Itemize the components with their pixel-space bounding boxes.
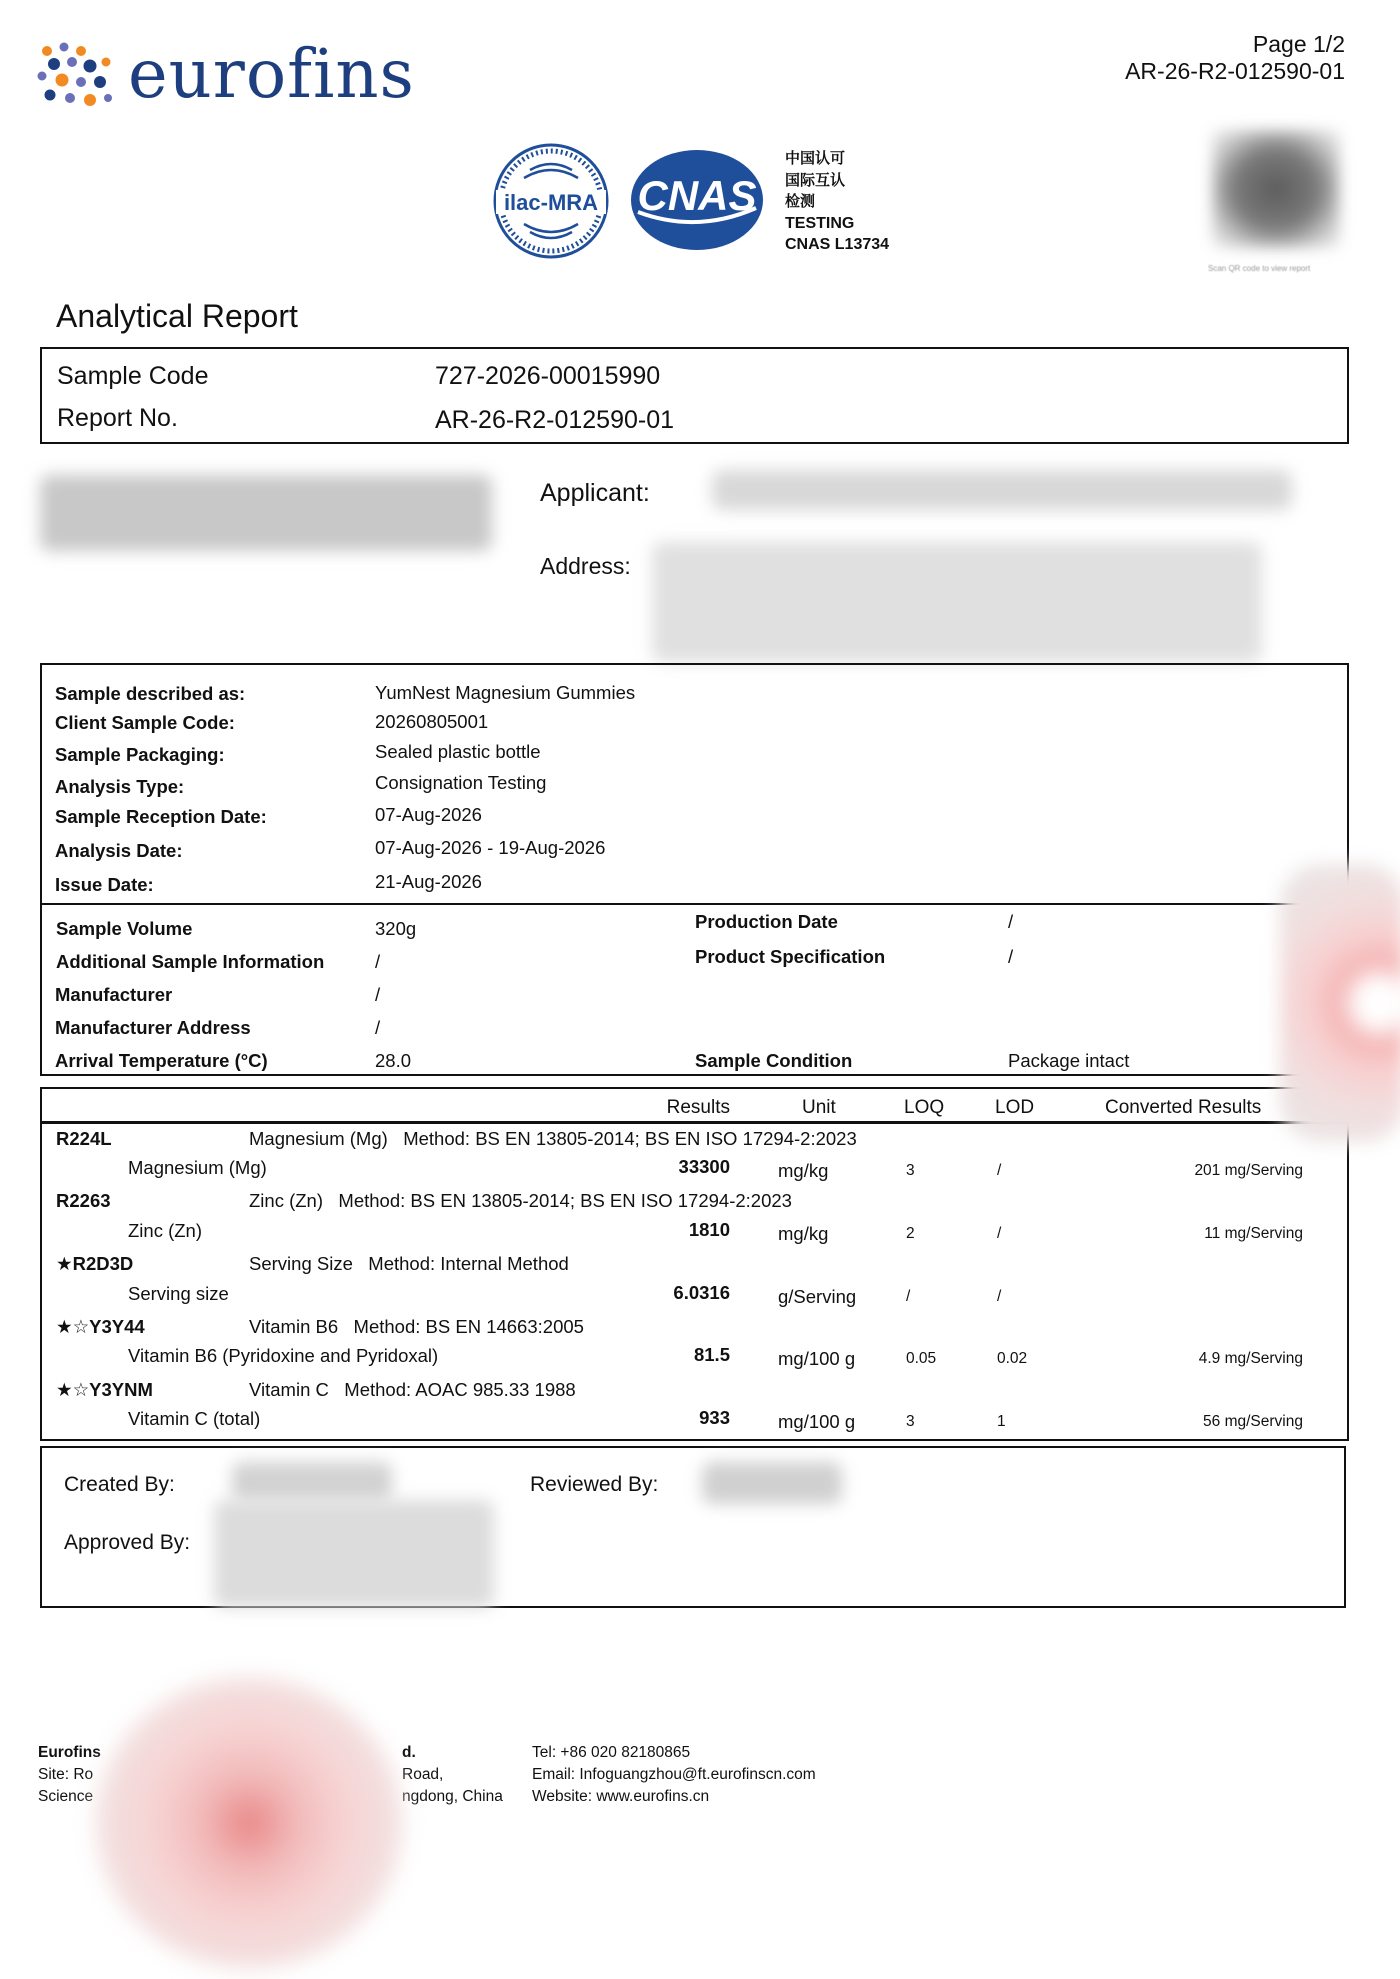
sample-packaging-value: Sealed plastic bottle xyxy=(375,741,541,762)
results-header-rule xyxy=(42,1121,1347,1124)
manufacturer-label: Manufacturer xyxy=(55,984,173,1005)
results-header: Results xyxy=(666,1097,730,1118)
qr-code-image xyxy=(1212,130,1340,248)
row-lod: / xyxy=(997,1288,1002,1305)
footer-site: Site: Ro xyxy=(38,1766,94,1783)
redacted-created-by xyxy=(232,1462,392,1502)
loq-header: LOQ xyxy=(904,1097,945,1118)
sample-code-box xyxy=(40,347,1349,444)
redacted-reviewed-by xyxy=(702,1462,842,1504)
qr-caption: Scan QR code to view report xyxy=(1208,264,1311,273)
row-method: Method: Internal Method xyxy=(368,1253,569,1274)
row-unit: mg/100 g xyxy=(778,1348,856,1369)
accreditation-testing: TESTING xyxy=(785,214,855,232)
production-date-value: / xyxy=(1008,911,1014,932)
cnas-logo-icon xyxy=(628,148,766,252)
additional-info-value: / xyxy=(375,951,381,972)
row-test: Serving Size xyxy=(249,1253,353,1274)
ilac-seal-text: ilac-MRA xyxy=(503,190,599,215)
footer-road-tail: Road, xyxy=(402,1766,444,1783)
row-analyte: Serving size xyxy=(128,1283,229,1304)
cnas-logo-text: CNAS xyxy=(637,172,757,219)
footer-province-tail: ngdong, China xyxy=(402,1788,503,1805)
arrival-temperature-label: Arrival Temperature (°C) xyxy=(55,1050,268,1071)
arrival-temperature-value: 28.0 xyxy=(375,1050,412,1071)
sample-described-value: YumNest Magnesium Gummies xyxy=(375,682,636,703)
sample-volume-value: 320g xyxy=(375,918,417,939)
report-no-label: Report No. xyxy=(57,404,178,432)
redacted-applicant-block xyxy=(40,475,492,551)
additional-info-label: Additional Sample Information xyxy=(56,951,325,972)
accreditation-cnas-number: CNAS L13734 xyxy=(785,236,890,253)
manufacturer-address-value: / xyxy=(375,1017,381,1038)
reception-date-label: Sample Reception Date: xyxy=(55,806,267,827)
analysis-date-label: Analysis Date: xyxy=(55,840,183,861)
client-sample-code-label: Client Sample Code: xyxy=(55,712,235,733)
qr-code[interactable] xyxy=(1198,112,1374,274)
row-test-method xyxy=(249,1128,857,1150)
row-method: Method: BS EN 13805-2014; BS EN ISO 17294-2:2023 xyxy=(338,1190,792,1211)
converted-results-header: Converted Results xyxy=(1105,1097,1262,1118)
row-loq: 2 xyxy=(906,1225,915,1242)
row-converted: 11 mg/Serving xyxy=(1204,1225,1303,1242)
unit-header: Unit xyxy=(802,1097,836,1118)
report-title: Analytical Report xyxy=(56,298,298,334)
sample-described-label: Sample described as: xyxy=(55,683,246,704)
row-test-method xyxy=(249,1379,576,1401)
row-lod: / xyxy=(997,1225,1002,1242)
manufacturer-value: / xyxy=(375,984,381,1005)
redacted-applicant-address xyxy=(652,542,1262,662)
accreditation-cn-line-2: 国际互认 xyxy=(785,170,846,189)
row-code: ★☆Y3Y44 xyxy=(56,1316,145,1337)
sample-condition-label: Sample Condition xyxy=(695,1050,853,1071)
row-result: 6.0316 xyxy=(673,1282,730,1303)
row-analyte: Vitamin B6 (Pyridoxine and Pyridoxal) xyxy=(128,1345,439,1366)
row-unit: g/Serving xyxy=(778,1286,857,1307)
row-method: Method: BS EN 13805-2014; BS EN ISO 17294-2:2023 xyxy=(403,1128,857,1149)
sample-code-value: 727-2026-00015990 xyxy=(435,362,661,390)
row-loq: / xyxy=(906,1288,911,1305)
accreditation-text xyxy=(785,148,889,256)
row-code: ★☆Y3YNM xyxy=(56,1379,153,1400)
accreditation-cn-line-1: 中国认可 xyxy=(785,149,846,167)
row-test: Zinc (Zn) xyxy=(249,1190,323,1211)
row-code: ★R2D3D xyxy=(56,1253,134,1274)
manufacturer-address-label: Manufacturer Address xyxy=(55,1017,251,1038)
footer-science: Science xyxy=(38,1788,94,1805)
report-no-value: AR-26-R2-012590-01 xyxy=(435,406,675,434)
row-test: Vitamin B6 xyxy=(249,1316,339,1337)
sample-info-divider xyxy=(42,903,1347,905)
issue-date-label: Issue Date: xyxy=(55,874,154,895)
row-analyte: Vitamin C (total) xyxy=(128,1408,261,1429)
sample-code-label: Sample Code xyxy=(57,362,209,390)
row-test: Magnesium (Mg) xyxy=(249,1128,388,1149)
results-table xyxy=(40,1087,1349,1441)
signature-box xyxy=(40,1446,1346,1608)
row-result: 1810 xyxy=(688,1219,730,1240)
row-result: 33300 xyxy=(678,1156,730,1177)
client-sample-code-value: 20260805001 xyxy=(375,711,489,732)
row-lod: 0.02 xyxy=(997,1350,1028,1367)
accreditation-cn-line-3: 检测 xyxy=(785,192,816,210)
issue-date-value: 21-Aug-2026 xyxy=(375,871,482,892)
row-lod: / xyxy=(997,1162,1002,1179)
footer-company-tail: d. xyxy=(402,1744,416,1761)
eurofins-logo-text: eurofins xyxy=(128,35,415,113)
header-report-number: AR-26-R2-012590-01 xyxy=(1125,58,1345,84)
row-test-method xyxy=(249,1253,569,1275)
product-specification-value: / xyxy=(1008,946,1014,967)
row-result: 81.5 xyxy=(693,1344,730,1365)
row-method: Method: AOAC 985.33 1988 xyxy=(344,1379,576,1400)
address-label: Address: xyxy=(540,553,631,579)
analysis-type-value: Consignation Testing xyxy=(375,772,547,793)
red-company-stamp xyxy=(96,1678,402,1968)
sample-info-box xyxy=(40,663,1349,1076)
sample-packaging-label: Sample Packaging: xyxy=(55,744,225,765)
product-specification-label: Product Specification xyxy=(695,946,886,967)
row-test: Vitamin C xyxy=(249,1379,329,1400)
row-unit: mg/kg xyxy=(778,1223,829,1244)
reception-date-value: 07-Aug-2026 xyxy=(375,804,482,825)
footer-company: Eurofins xyxy=(38,1744,101,1761)
eurofins-logo-icon xyxy=(36,40,116,112)
created-by-label: Created By: xyxy=(64,1473,175,1496)
lod-header: LOD xyxy=(995,1097,1035,1118)
row-lod: 1 xyxy=(997,1413,1006,1430)
row-converted: 56 mg/Serving xyxy=(1203,1413,1303,1430)
row-unit: mg/100 g xyxy=(778,1411,856,1432)
red-stamp-edge xyxy=(1280,864,1400,1142)
row-method: Method: BS EN 14663:2005 xyxy=(353,1316,584,1337)
row-analyte: Zinc (Zn) xyxy=(128,1220,202,1241)
row-result: 933 xyxy=(699,1407,730,1428)
applicant-label: Applicant: xyxy=(540,479,650,507)
analysis-type-label: Analysis Type: xyxy=(55,776,185,797)
row-converted: 4.9 mg/Serving xyxy=(1198,1350,1303,1367)
row-loq: 3 xyxy=(906,1162,915,1179)
row-code: R2263 xyxy=(56,1190,111,1211)
row-unit: mg/kg xyxy=(778,1160,829,1181)
page-number: Page 1/2 xyxy=(1252,31,1345,57)
production-date-label: Production Date xyxy=(695,911,838,932)
row-test-method xyxy=(249,1190,792,1212)
sample-condition-value: Package intact xyxy=(1008,1050,1130,1071)
redacted-approved-by xyxy=(214,1500,494,1608)
row-loq: 0.05 xyxy=(906,1350,937,1367)
row-loq: 3 xyxy=(906,1413,915,1430)
footer-website[interactable]: Website: www.eurofins.cn xyxy=(532,1788,710,1805)
row-test-method xyxy=(249,1316,584,1338)
row-analyte: Magnesium (Mg) xyxy=(128,1157,267,1178)
sample-volume-label: Sample Volume xyxy=(56,918,193,939)
redacted-applicant-name xyxy=(712,470,1292,510)
reviewed-by-label: Reviewed By: xyxy=(530,1473,659,1496)
footer-tel: Tel: +86 020 82180865 xyxy=(532,1744,691,1761)
row-converted: 201 mg/Serving xyxy=(1194,1162,1303,1179)
analysis-date-value: 07-Aug-2026 - 19-Aug-2026 xyxy=(375,837,606,858)
ilac-mra-seal-icon xyxy=(492,140,610,262)
row-code: R224L xyxy=(56,1128,112,1149)
footer-email[interactable]: Email: Infoguangzhou@ft.eurofinscn.com xyxy=(532,1766,816,1783)
approved-by-label: Approved By: xyxy=(64,1531,191,1554)
